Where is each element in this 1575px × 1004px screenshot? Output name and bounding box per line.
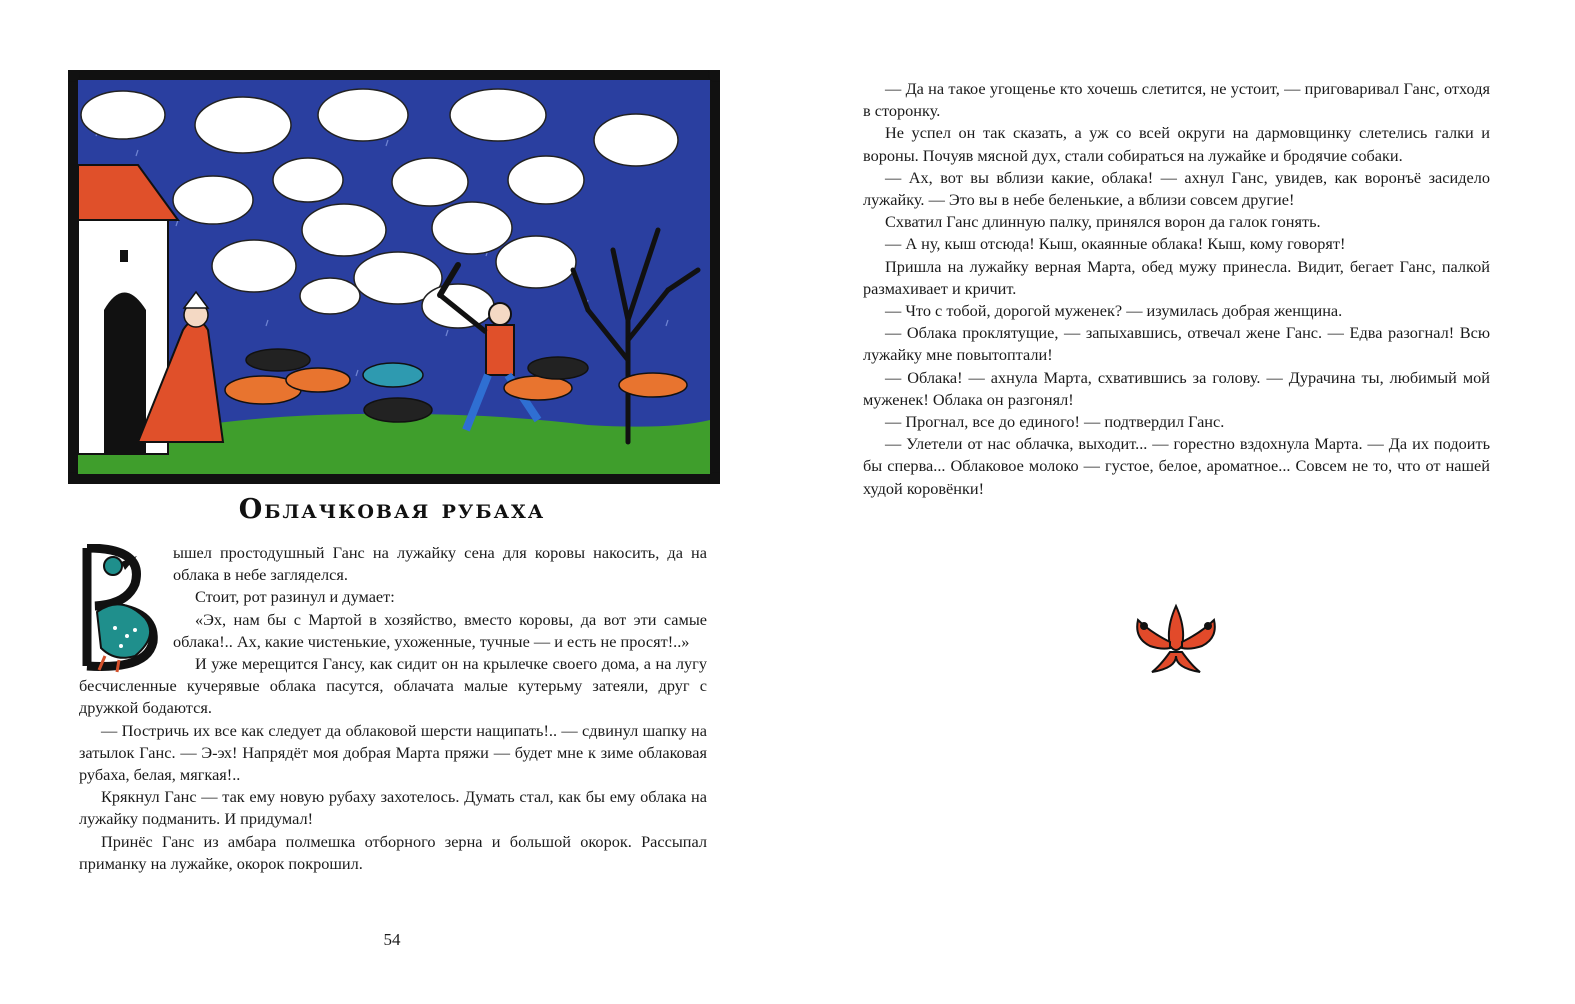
- paragraph: — Постричь их все как следует да облаковой шерсти нащипать!.. — сдвинул шапку на затылок Ганс. — Э-эх! Напрядёт моя добрая Марта пряжи — будет мне к зиме облаковая рубаха, белая, мягкая!..: [79, 720, 707, 785]
- paragraph: Крякнул Ганс — так ему новую рубаху захотелось. Думать стал, как бы ему облака на лужайку подманить. И придумал!: [79, 787, 707, 829]
- left-text-column: [79, 542, 707, 875]
- paragraph: — Облака проклятущие, — запыхавшись, отвечал жене Ганс. — Едва разогнал! Всю лужайку мне повытоптали!: [863, 323, 1490, 365]
- tulip-ornament-icon: [1130, 598, 1222, 682]
- paragraph: — Прогнал, все до единого! — подтвердил Ганс.: [885, 412, 1225, 432]
- paragraph: Пришла на лужайку верная Марта, обед мужу принесла. Видит, бегает Ганс, палкой размахивает и кричит.: [863, 256, 1490, 298]
- paragraph: Не успел он так сказать, а уж со всей округи на дармовщинку слетелись галки и вороны. Почуяв мясной дух, стали собираться на лужайке и бродячие собаки.: [863, 123, 1490, 165]
- paragraph: И уже мерещится Гансу, как сидит он на крылечке своего дома, а на лугу бесчисленные кучерявые облака пасутся, облачата малые кутерьму затеяли, друг с дружкой бодаются.: [79, 654, 707, 718]
- paragraph: — Облака! — ахнула Марта, схватившись за голову. — Дурачина ты, любимый мой муженек! Облака он разгонял!: [863, 367, 1490, 409]
- paragraph: — Что с тобой, дорогой муженек? — изумилась добрая женщина.: [885, 301, 1343, 321]
- bird-dropcap-icon: [75, 544, 167, 674]
- page-number: 54: [383, 930, 401, 949]
- paragraph: Стоит, рот разинул и думает:: [195, 587, 395, 607]
- paragraph: «Эх, нам бы с Мартой в хозяйство, вместо коровы, да вот эти самые облака!.. Ах, какие чистенькие, ухоженные, тучные — и есть не просят!..»: [173, 609, 707, 651]
- paragraph: — А ну, кыш отсюда! Кыш, окаянные облака! Кыш, кому говорят!: [885, 234, 1346, 254]
- paragraph: Принёс Ганс из амбара полмешка отборного зерна и большой окорок. Рассыпал приманку на лужайке, окорок покрошил.: [79, 831, 707, 873]
- right-text-column: [863, 78, 1490, 500]
- story-illustration: [68, 70, 720, 484]
- paragraph: — Улетели от нас облачка, выходит... — горестно вздохнула Марта. — Да их подоить бы сперва... Облаковое молоко — густое, белое, ароматное... Совсем не то, что от нашей худой коровёнки!: [863, 434, 1490, 498]
- paragraph: Схватил Ганс длинную палку, принялся ворон да галок гонять.: [885, 212, 1321, 232]
- story-title: Облачковая рубаха: [238, 494, 546, 525]
- paragraph: — Ах, вот вы вблизи какие, облака! — ахнул Ганс, увидев, как воронъё засидело лужайку. — Это вы в небе беленькие, а вблизи совсем другие!: [863, 167, 1490, 210]
- paragraph: ышел простодушный Ганс на лужайку сена для коровы накосить, да на облака в небе загляделся.: [173, 543, 707, 585]
- paragraph: — Да на такое угощенье кто хочешь слетится, не устоит, — приговаривал Ганс, отходя в сторонку.: [863, 79, 1490, 121]
